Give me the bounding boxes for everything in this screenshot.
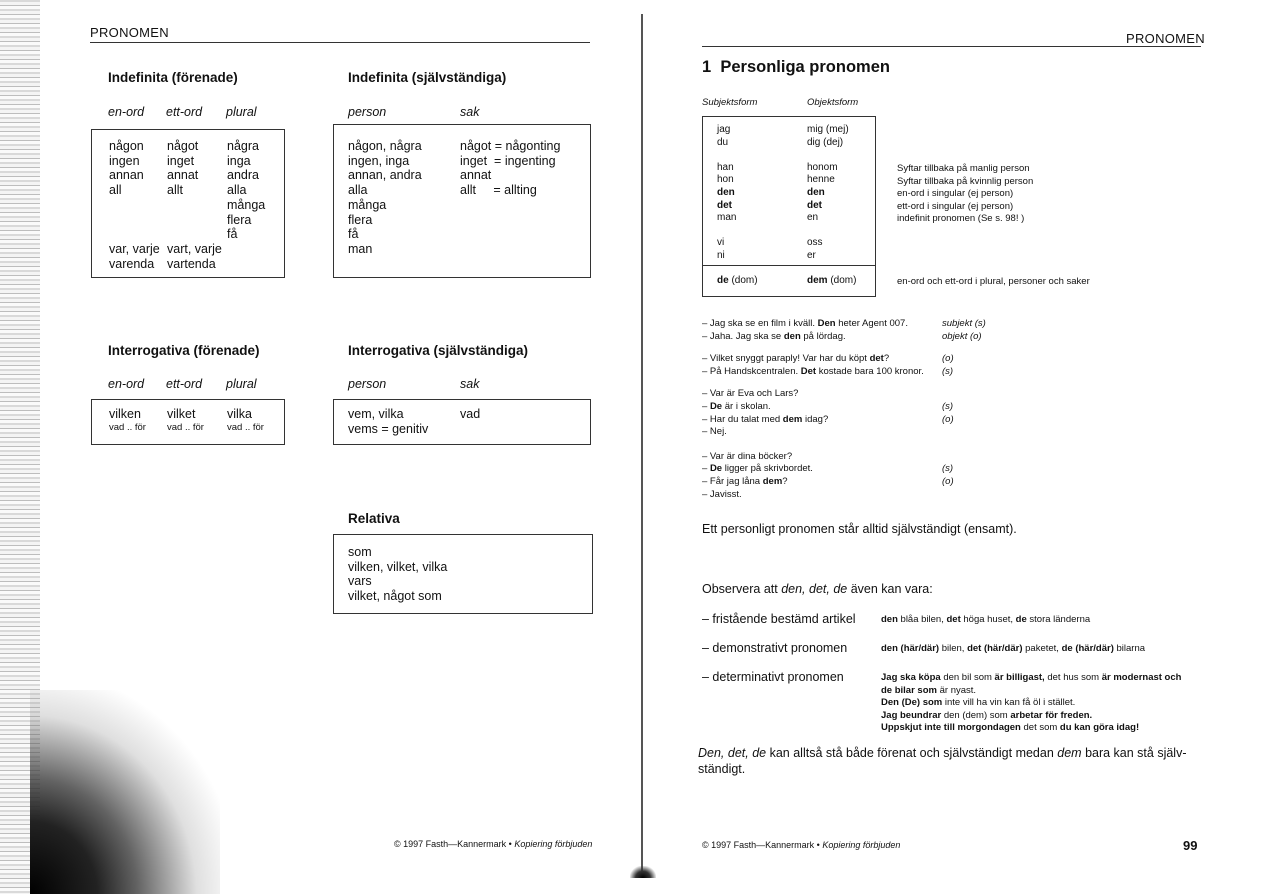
example-line: – Har du talat med dem idag? (o) (702, 413, 954, 425)
use-example: den (här/där) bilen, det (här/där) paketet, de (här/där) bilarna (881, 643, 1146, 654)
interrog-sjalv-col2: vad (460, 407, 481, 421)
table-divider (703, 265, 875, 266)
col-head: en-ord (108, 377, 145, 391)
plural-note: en-ord och ett-ord i plural, personer och saker (897, 276, 1090, 287)
col-head: plural (226, 377, 257, 391)
use-label: – demonstrativt pronomen (702, 641, 848, 655)
example-line: – Var är Eva och Lars? (702, 388, 799, 400)
col-head: sak (460, 105, 480, 119)
observera: Observera att den, det, de även kan vara: (702, 582, 933, 596)
interrog-cell: vad .. för (227, 422, 264, 433)
scan-corner-shadow (30, 690, 220, 894)
col-head: person (348, 105, 387, 119)
pronoun-notes: Syftar tillbaka på manlig person Syftar tillbaka på kvinnlig person en-ord i singular (ej person) ett-ord i singular (ej person) indefinit pronomen (Se s. 98! ) (897, 163, 1034, 225)
use-example: Den (De) som inte vill ha vin kan få öl i stället. (881, 697, 1076, 709)
example-line: – Nej. (702, 426, 727, 438)
book-gutter (641, 14, 643, 874)
subj-col: jag du han hon den det man vi ni (717, 124, 737, 261)
right-header-rule (702, 46, 1201, 47)
summary: Den, det, de kan alltså stå både förenat och självständigt medan dem bara kan stå själv- ständigt. (698, 746, 1187, 776)
relativa-title: Relativa (348, 511, 400, 526)
section-title-text: Personliga pronomen (720, 58, 890, 76)
left-header-rule (90, 42, 590, 43)
indef-sjalv-col2: något = någonting inget = ingenting annat allt = allting (460, 139, 561, 198)
col-head: sak (460, 377, 480, 391)
copyright: © 1997 Fasth—Kannermark • (702, 840, 820, 850)
example-line: – Vilket snyggt paraply! Var har du köpt det? (o) (702, 353, 954, 365)
use-example: Uppskjut inte till morgondagen det som du kan göra idag! (881, 722, 1140, 734)
example-line: – Jaha. Jag ska se den på lördag. objekt (o) (702, 330, 982, 342)
copyright: © 1997 Fasth—Kannermark • (394, 839, 512, 849)
section-number: 1 (702, 58, 712, 76)
page-number: 99 (1183, 838, 1198, 853)
indef-fore-box (91, 129, 285, 278)
example-line: – De ligger på skrivbordet. (s) (702, 463, 954, 475)
use-label: – fristående bestämd artikel (702, 612, 856, 626)
col-head: plural (226, 105, 257, 119)
use-example: de bilar som är nyast. (881, 684, 977, 696)
obj-head: Objektsform (807, 97, 859, 108)
interrog-cell: vad .. för (167, 422, 204, 433)
obj-col: mig (mej) dig (dej) honom henne den det en oss er (807, 124, 849, 261)
example-line: – Jag ska se en film i kväll. Den heter Agent 007. subjekt (s) (702, 318, 986, 329)
interrog-fore-title: Interrogativa (förenade) (108, 343, 260, 358)
example-list (702, 318, 1022, 501)
col-head: person (348, 377, 387, 391)
example-line: – Var är dina böcker? (702, 450, 793, 462)
use-label: – determinativt pronomen (702, 670, 844, 684)
use-example: Jag beundrar den (dem) som arbetar för freden. (881, 709, 1093, 721)
interrog-sjalv-title: Interrogativa (självständiga) (348, 343, 529, 358)
left-page-header: PRONOMEN (90, 25, 169, 40)
col-head: en-ord (108, 105, 145, 119)
interrog-cell: vilka (227, 407, 253, 421)
right-page-header: PRONOMEN (1126, 31, 1205, 46)
col-head: ett-ord (166, 105, 203, 119)
example-line: – På Handskcentralen. Det kostade bara 100 kronor. (s) (702, 365, 954, 377)
use-example: Jag ska köpa den bil som är billigast, det hus som är modernast och (881, 672, 1182, 683)
copy-note: Kopiering förbjuden (514, 839, 593, 849)
interrog-fore-box (91, 399, 285, 445)
indef-sjalv-col1: någon, några ingen, inga annan, andra alla många flera få man (348, 139, 422, 256)
interrog-sjalv-col1: vem, vilka vems = genitiv (348, 407, 429, 436)
interrog-cell: vad .. för (109, 422, 146, 433)
indef-sjalv-box (333, 124, 591, 278)
gutter-shadow (630, 866, 656, 878)
interrog-cell: vilken (109, 407, 141, 421)
indef-fore-title: Indefinita (förenade) (108, 70, 238, 85)
left-footer (394, 839, 592, 849)
interrog-cell: vilket (167, 407, 196, 421)
right-footer (702, 840, 900, 850)
relativa-list: som vilken, vilket, vilka vars vilket, något som (348, 545, 448, 604)
interrog-sjalv-box (333, 399, 591, 445)
subj-head: Subjektsform (702, 97, 758, 108)
determinative-examples (881, 672, 1181, 735)
col-head: ett-ord (166, 377, 203, 391)
example-line: – Javisst. (702, 488, 742, 500)
use-example: den blåa bilen, det höga huset, de stora länderna (881, 614, 1091, 625)
indef-fore-col1: någon ingen annan all var, varje varenda (109, 139, 160, 271)
indef-fore-col2: något inget annat allt vart, varje vartenda (167, 139, 222, 271)
rule-statement: Ett personligt pronomen står alltid självständigt (ensamt). (702, 522, 1017, 536)
example-line: – De är i skolan. (s) (702, 400, 954, 412)
plural-obj: dem (dom) (807, 275, 857, 286)
copy-note: Kopiering förbjuden (822, 840, 901, 850)
pronoun-table-box (702, 116, 876, 297)
section-title (702, 58, 890, 77)
indef-sjalv-title: Indefinita (självständiga) (348, 70, 507, 85)
example-line: – Får jag låna dem? (o) (702, 475, 954, 487)
indef-fore-col3: några inga andra alla många flera få (227, 139, 266, 242)
plural-subj: de (dom) (717, 275, 758, 286)
relativa-box (333, 534, 593, 614)
